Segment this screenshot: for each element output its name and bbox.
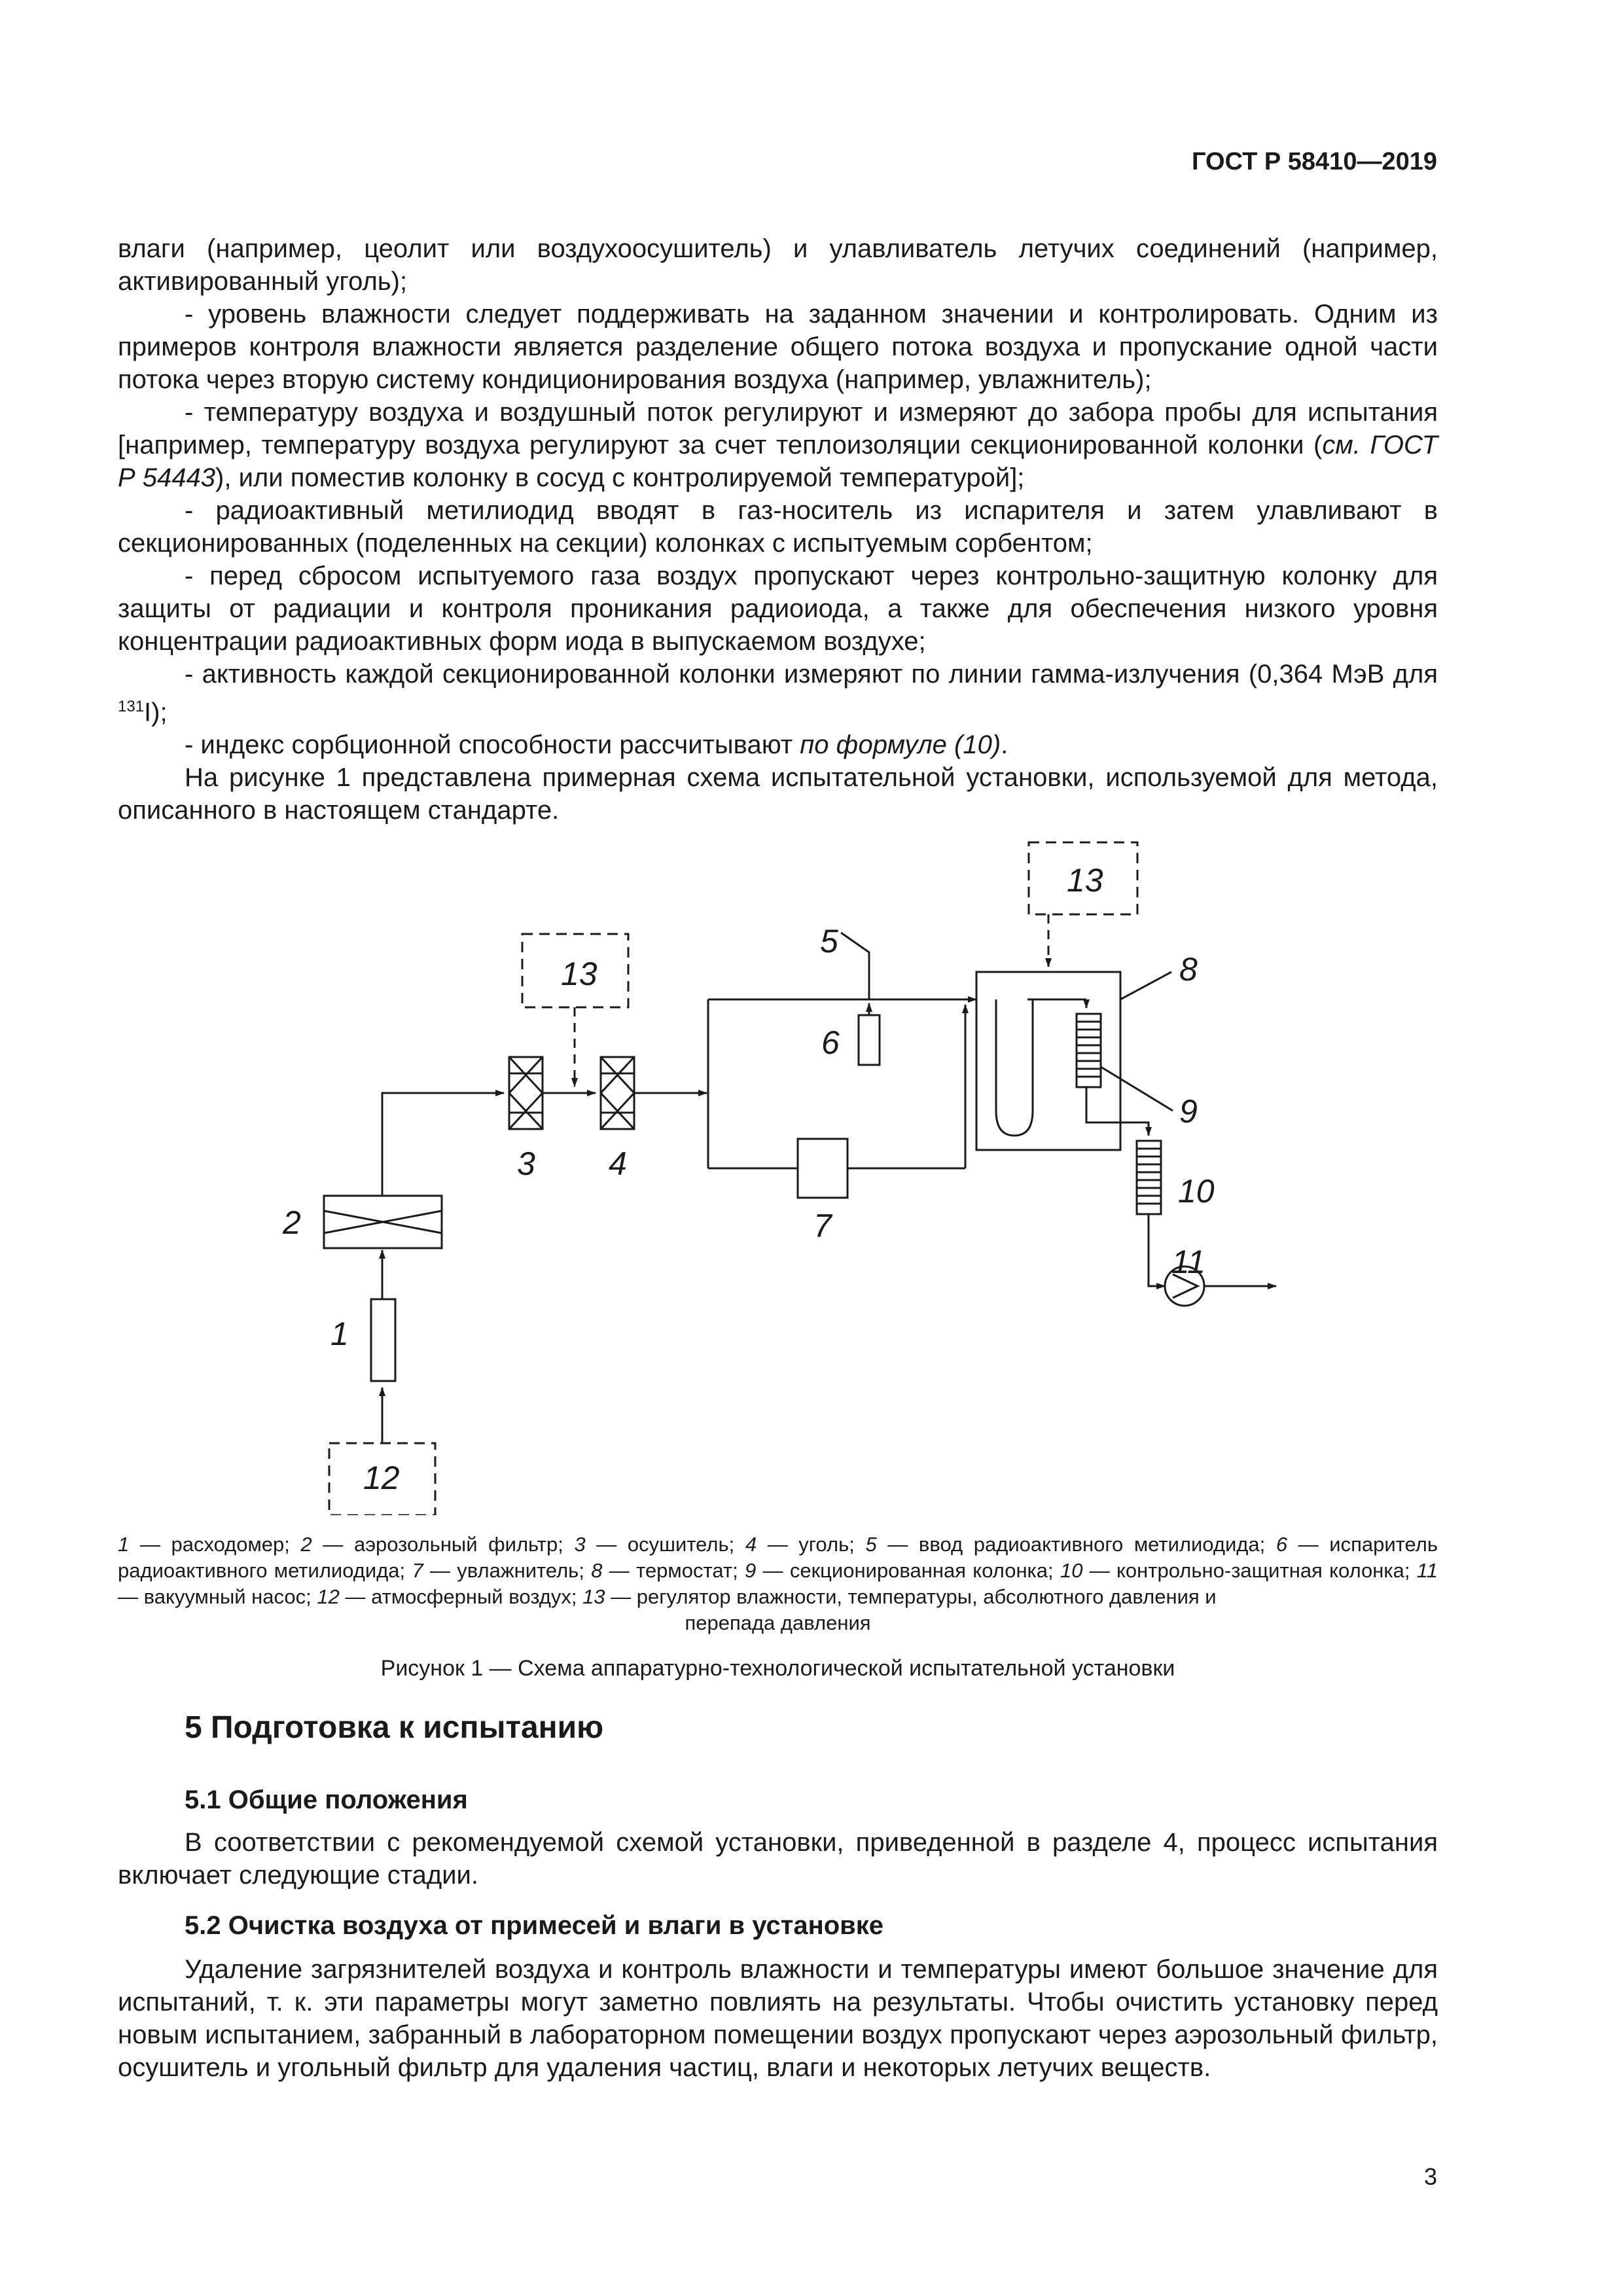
legend-item: 10 — контрольно-защитная колонка; xyxy=(1060,1559,1417,1582)
section-5-1-text: В соответствии с рекомендуемой схемой установки, приведенной в разделе 4, процесс испытания включает следующие стадии. xyxy=(118,1828,1438,1890)
legend-item: 11 — вакуумный насос; xyxy=(118,1559,1438,1608)
label-3: 3 xyxy=(517,1145,535,1182)
label-12: 12 xyxy=(363,1460,400,1496)
legend-item: 5 — ввод радиоактивного метилиодида; xyxy=(865,1533,1276,1556)
section-5-2-text: Удаление загрязнителей воздуха и контроль влажности и температуры имеют большое значение для испытаний, т. к. эти параметры могут заметно повлиять на результаты. Чтобы очистить установку перед новым испытанием, забранный в лабораторном помещении воздух пропускают через аэрозольный фильтр, осушитель и угольный фильтр для удаления частиц, влаги и некоторых летучих веществ. xyxy=(118,1955,1438,2082)
methyl-iodide-evaporator xyxy=(859,1015,880,1065)
aerosol-filter xyxy=(324,1196,442,1248)
standard-reference: см. ГОСТ Р 54443 xyxy=(118,431,1438,492)
label-6: 6 xyxy=(821,1024,840,1061)
label-9: 9 xyxy=(1179,1093,1198,1130)
figure-caption: Рисунок 1 — Схема аппаратурно-технологической испытательной установки xyxy=(380,1656,1175,1681)
document-number: ГОСТ Р 58410—2019 xyxy=(1192,148,1437,175)
list-item-purge: - перед сбросом испытуемого газа воздух пропускают через контрольно-защитную колонку для защиты от радиации и контроля проникания радиоиода, а также для обеспечения низкого уровня концентрации радиоактивных форм иода в выпускаемом воздухе; xyxy=(118,562,1438,656)
legend-item: 12 — атмосферный воздух; xyxy=(317,1585,583,1608)
label-8: 8 xyxy=(1179,951,1198,988)
label-11: 11 xyxy=(1171,1244,1205,1280)
label-7: 7 xyxy=(813,1208,832,1244)
legend-item: 1 — расходомер; xyxy=(118,1533,301,1556)
humidifier xyxy=(798,1139,847,1198)
label-13-left: 13 xyxy=(561,956,597,992)
section-5-1-title: 5.1 Общие положения xyxy=(185,1785,468,1814)
legend-item: 4 — уголь; xyxy=(745,1533,866,1556)
intro-text xyxy=(118,232,1438,827)
list-item-activity: - активность каждой секционированной колонки измеряют по линии гамма-излучения (0,364 МэВ для $^{131}$I); xyxy=(118,660,1438,727)
sectional-column xyxy=(1077,1014,1101,1087)
page-number: 3 xyxy=(1423,2163,1437,2190)
legend-item: 13 — регулятор влажности, температуры, абсолютного давления и xyxy=(582,1585,1217,1608)
carbon-filter xyxy=(601,1057,634,1129)
control-protective-column xyxy=(1137,1141,1161,1214)
legend-last-line: перепада давления xyxy=(685,1611,871,1634)
label-4: 4 xyxy=(609,1145,627,1182)
list-item-iodide: - радиоактивный метилиодид вводят в газ-носитель из испарителя и затем улавливают в секционированных (поделенных на секции) колонках с испытуемым сорбентом; xyxy=(118,496,1438,558)
continuation-line: влаги (например, цеолит или воздухоосушитель) и улавливатель летучих соединений (например, активированный уголь); xyxy=(118,234,1438,296)
dryer xyxy=(509,1057,543,1129)
legend-item: 8 — термостат; xyxy=(591,1559,745,1582)
figure-legend xyxy=(118,1532,1438,1636)
figure-reference-paragraph: На рисунке 1 представлена примерная схема испытательной установки, используемой для метода, описанного в настоящем стандарте. xyxy=(118,763,1438,825)
figure-1-diagram xyxy=(118,828,1438,1515)
section-5-2-title: 5.2 Очистка воздуха от примесей и влаги в установке xyxy=(185,1911,884,1940)
legend-item: 3 — осушитель; xyxy=(574,1533,745,1556)
list-item-temperature: - температуру воздуха и воздушный поток регулируют и измеряют до забора пробы для испытания [например, температуру воздуха регулируют за счет теплоизоляции секционированной колонки (см. ГОСТ Р 54443), или поместив колонку в сосуд с контролируемой температурой]; xyxy=(118,398,1438,492)
label-2: 2 xyxy=(283,1204,301,1241)
label-10: 10 xyxy=(1178,1173,1215,1210)
label-13-right: 13 xyxy=(1067,862,1103,899)
list-item-index: - индекс сорбционной способности рассчитывают по формуле (10). xyxy=(185,730,1008,760)
legend-item: 9 — секционированная колонка; xyxy=(745,1559,1060,1582)
legend-item: 7 — увлажнитель; xyxy=(412,1559,592,1582)
legend-items xyxy=(118,1532,1438,1610)
label-1: 1 xyxy=(330,1316,349,1352)
section-5-title: 5 Подготовка к испытанию xyxy=(185,1710,604,1745)
label-5: 5 xyxy=(820,923,838,960)
list-item-humidity: - уровень влажности следует поддерживать на заданном значении и контролировать. Одним из примеров контроля влажности является разделение общего потока воздуха и пропускание одной части потока через вторую систему кондиционирования воздуха (например, увлажнитель); xyxy=(118,300,1438,394)
formula-reference: по формуле (10) xyxy=(800,730,1001,760)
flowmeter xyxy=(371,1299,395,1381)
legend-item: 2 — аэрозольный фильтр; xyxy=(300,1533,575,1556)
legend-item: 6 — испаритель радиоактивного метилиодида; xyxy=(118,1533,1438,1582)
